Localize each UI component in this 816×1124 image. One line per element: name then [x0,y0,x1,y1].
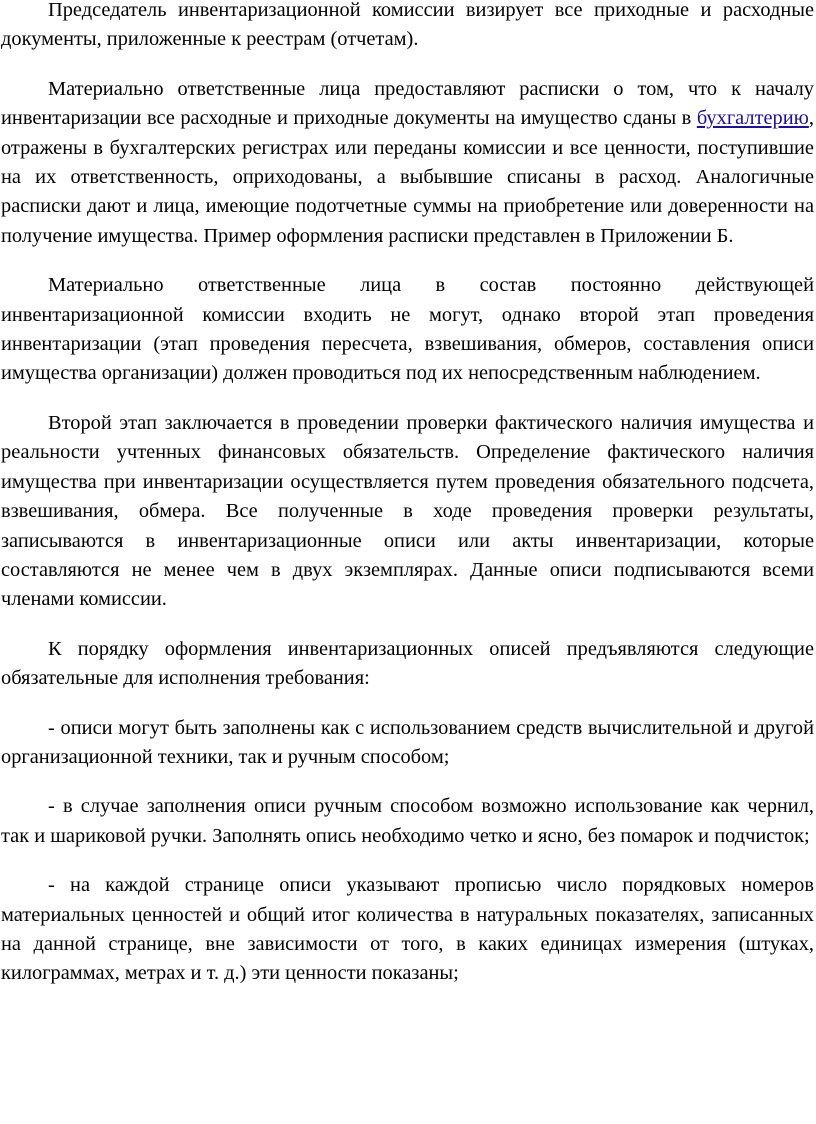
accounting-link[interactable]: бухгалтерию [696,107,809,130]
list-item-computer-or-manual: - описи могут быть заполнены как с использованием средств вычислительной и другой организационной техники, так и ручным способом; [1,716,814,768]
paragraph-chairman-approval: Председатель инвентаризационной комиссии визирует все приходные и расходные документы, приложенные к реестрам (отчетам). [1,0,814,51]
paragraph-receipts [1,75,814,251]
paragraph-second-stage: Второй этап заключается в проведении проверки фактического наличия имущества и реальности учтенных финансовых обязательств. Определение фактического наличия имущества при инвентаризации осуществляется путем проведения обязательного подсчета, взвешивания, обмера. Все полученные в ходе проведения проверки результаты, записываются в инвентаризационные описи или акты инвентаризации, которые составляются не менее чем в двух экземплярах. Данные описи подписываются всеми членами комиссии. [1,411,814,611]
paragraph-requirements-intro: К порядку оформления инвентаризационных описей предъявляются следующие обязательные для исполнения требования: [1,637,814,690]
paragraph-receipts-text-after: , отражены в бухгалтерских регистрах или переданы комиссии и все ценности, поступившие на их ответственность, оприходованы, а выбывшие списаны в расход. Аналогичные расписки дают и лица, имеющие подотчетные суммы на приобретение или доверенности на получение имущества. Пример оформления расписки представлен в Приложении Б. [1,107,814,247]
list-item-page-totals: - на каждой странице описи указывают прописью число порядковых номеров материальных ценностей и общий итог количества в натуральных показателях, записанных на данной странице, вне зависимости от того, в каких единицах измерения (штуках, килограммах, метрах и т. д.) эти ценности показаны; [1,874,814,985]
paragraph-responsible-persons: Материально ответственные лица в состав постоянно действующей инвентаризационной комиссии входить не могут, однако второй этап проведения инвентаризации (этап проведения пересчета, взвешивания, обмеров, составления описи имущества организации) должен проводиться под их непосредственным наблюдением. [1,274,814,385]
list-item-ink-or-ballpoint: - в случае заполнения описи ручным способом возможно использование как чернил, так и шариковой ручки. Заполнять опись необходимо четко и ясно, без помарок и подчисток; [1,795,814,847]
paragraph-receipts-text-before: Материально ответственные лица предоставляют расписки о том, что к началу инвентаризации все расходные и приходные документы на имущество сданы в [1,77,814,130]
